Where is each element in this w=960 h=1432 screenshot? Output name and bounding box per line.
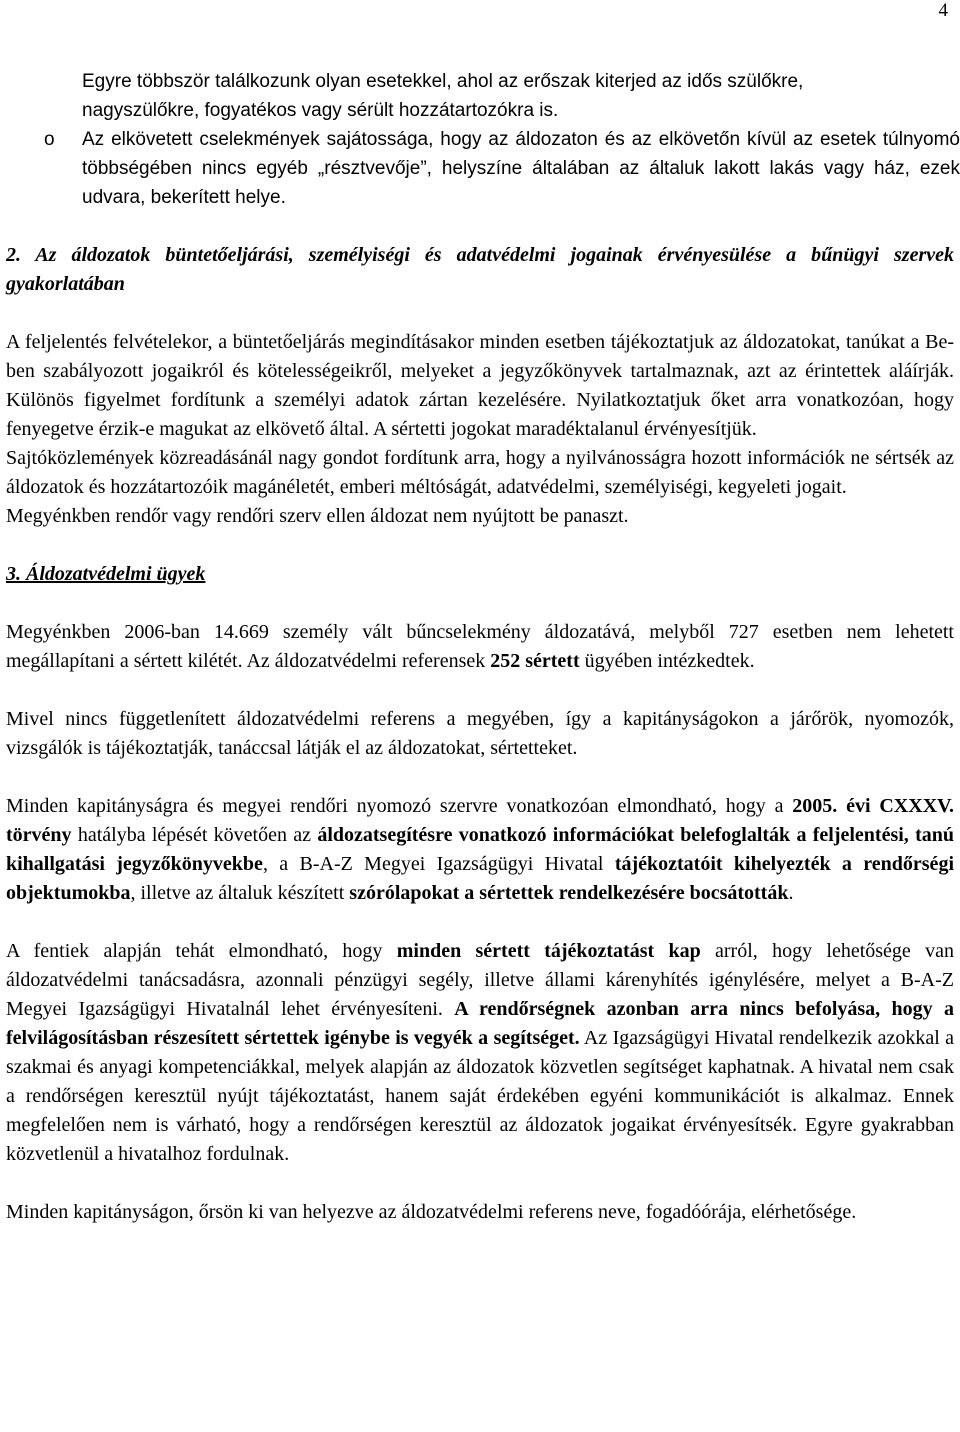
bullet-marker-icon: o	[44, 129, 55, 150]
section-3-heading	[6, 560, 954, 589]
section-3-paragraph-1	[6, 618, 954, 676]
section-2-paragraph-3: Megyénkben rendőr vagy rendőri szerv ellen áldozat nem nyújtott be panaszt.	[6, 505, 629, 527]
intro-line-2: nagyszülőkre, fogyatékos vagy sérült hozzátartozókra is.	[82, 100, 559, 121]
text-run: , a B-A-Z Megyei Igazságügyi Hivatal	[262, 853, 615, 875]
intro-paragraph	[6, 67, 960, 125]
section-2-heading	[6, 241, 954, 299]
section-3-paragraph-3	[6, 792, 954, 908]
text-run: Megyénkben 2006-ban 14.669 személy vált bűncselekmény áldozatává, melyből 727 esetben nem lehetett megállapítani a sértett kilétét. Az áldozatvédelmi referensek	[6, 621, 954, 672]
section-3-paragraph-4	[6, 937, 954, 1169]
bold-run: tájékoztatóit kihelyezték a rendőrségi objektumokba	[6, 853, 954, 904]
bold-run: szórólapokat a sértettek rendelkezésére bocsátották	[349, 882, 789, 904]
text-run: Az Igazságügyi Hivatal rendelkezik azokkal a szakmai és anyagi kompetenciákkal, melyek alapján az áldozatok közvetlen segítséget kaphatnak. A hivatal nem csak a rendőrségen keresztül nyújt tájékoztatást, hanem saját érdekében egyéni kommunikációt is alkalmaz. Ennek megfelelően nem is várható, hogy a rendőrségen keresztül az áldozatok jogaikat érvényesítsék. Egyre gyakrabban közvetlenül a hivatalhoz fordulnak.	[6, 1027, 955, 1165]
bold-run: A rendőrségnek azonban arra nincs befolyása, hogy a felvilágosításban részesített sértettek igénybe is vegyék a segítséget.	[6, 998, 955, 1049]
text-run: .	[788, 882, 794, 904]
bold-run: 252 sértett	[490, 650, 580, 672]
bold-run: áldozatsegítésre vonatkozó információkat belefoglalták a feljelentési, tanú kihallgatási jegyzőkönyvekbe	[6, 824, 955, 875]
section-3-paragraph-2: Mivel nincs függetlenített áldozatvédelmi referens a megyében, így a kapitányságokon a járőrök, nyomozók, vizsgálók is tájékoztatják, tanáccsal látják el az áldozatokat, sértetteket.	[6, 708, 954, 759]
bold-run: 2005. évi CXXXV. törvény	[6, 795, 955, 846]
text-run: ügyében intézkedtek.	[579, 650, 755, 672]
section-3-number: 3.	[6, 563, 21, 585]
section-3-paragraph-5: Minden kapitányságon, őrsön ki van helyezve az áldozatvédelmi referens neve, fogadóórája, elérhetősége.	[6, 1201, 857, 1223]
intro-line-1: Egyre többször találkozunk olyan esetekkel, ahol az erőszak kiterjed az idős szülőkre,	[82, 71, 804, 92]
bullet-item	[6, 125, 960, 212]
section-2-paragraph-1: A feljelentés felvételekor, a büntetőeljárás megindításakor minden esetben tájékoztatjuk az áldozatokat, tanúkat a Be-ben szabályozott jogaikról és kötelességeikről, melyeket a jegyzőkönyvek tartalmaznak, azt az érintettek aláírják. Különös figyelmet fordítunk a személyi adatok zártan kezelésére. Nyilatkoztatjuk őket arra vonatkozóan, hogy fenyegetve érzik-e magukat az elkövető által. A sértetti jogokat maradéktalanul érvényesítjük.	[6, 331, 954, 440]
text-run: arról, hogy lehetősége van áldozatvédelmi tanácsadásra, azonnali pénzügyi segély, illetve állami kárenyhítés igénylésére, melyet a B-A-Z Megyei Igazságügyi Hivatalnál lehet érvényesíteni.	[6, 940, 954, 1020]
section-2-number: 2.	[6, 244, 21, 266]
bold-run: minden sértett tájékoztatást kap	[396, 940, 701, 962]
page-number: 4	[938, 0, 948, 21]
section-2-title: Az áldozatok büntetőeljárási, személyiségi és adatvédelmi jogainak érvényesülése a bűnügyi szervek gyakorlatában	[6, 244, 955, 295]
section-2-paragraph-2: Sajtóközlemények közreadásánál nagy gondot fordítunk arra, hogy a nyilvánosságra hozott információk ne sértsék az áldozatok és hozzátartozóik magánéletét, emberi méltóságát, adatvédelmi, személyiségi, kegyeleti jogait.	[6, 447, 954, 498]
bullet-item-text: Az elkövetett cselekmények sajátossága, hogy az áldozaton és az elkövetőn kívül az esetek túlnyomó többségében nincs egyéb „résztvevője”, helyszíne általában az általuk lakott lakás vagy ház, ezek udvara, bekerített helye.	[82, 129, 960, 208]
section-3-title: Áldozatvédelmi ügyek	[26, 563, 206, 585]
document-body	[6, 67, 960, 1227]
text-run: hatályba lépését követően az	[71, 824, 318, 846]
text-run: , illetve az általuk készített	[130, 882, 350, 904]
text-run: Minden kapitányságra és megyei rendőri nyomozó szervre vonatkozóan elmondható, hogy a	[6, 795, 793, 817]
text-run: A fentiek alapján tehát elmondható, hogy	[6, 940, 397, 962]
